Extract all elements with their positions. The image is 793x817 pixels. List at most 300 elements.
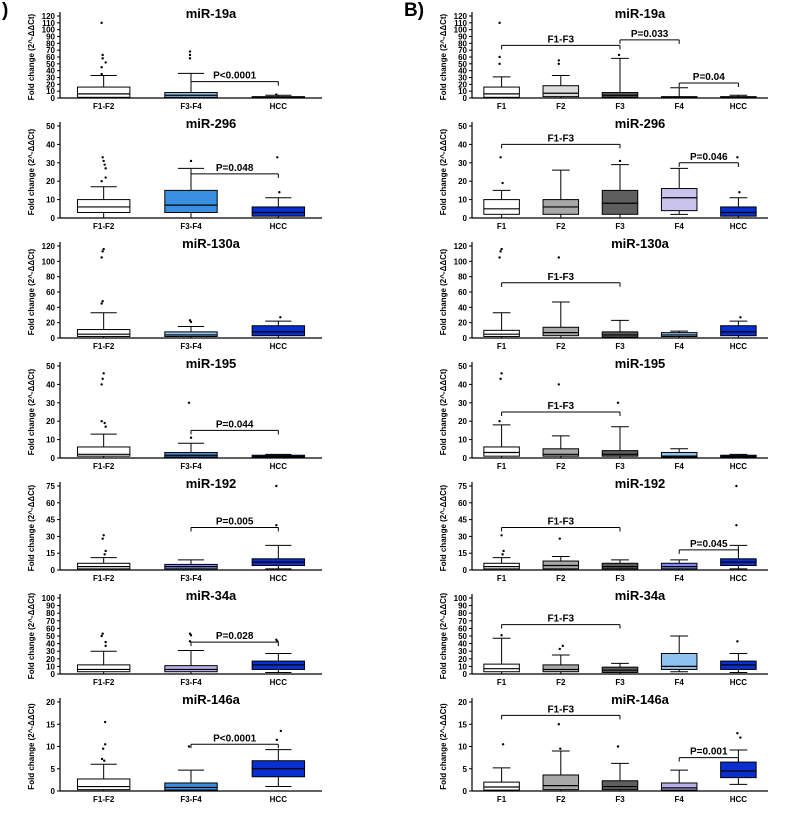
outlier-point — [498, 22, 500, 24]
category-label: F2 — [556, 678, 566, 687]
category-label: F1 — [496, 574, 507, 583]
outlier-point — [619, 160, 621, 162]
y-axis-label: Fold change (2^-ΔΔCt) — [27, 13, 36, 101]
significance-label: F1-F3 — [547, 271, 575, 283]
y-tick-label: 0 — [462, 670, 467, 679]
box-f1-f2 — [77, 330, 129, 337]
y-tick-label: 20 — [46, 318, 55, 328]
outlier-point — [101, 250, 103, 252]
significance-label: P=0.033 — [630, 28, 669, 40]
y-tick-label: 0 — [50, 670, 55, 679]
outlier-point — [735, 524, 737, 526]
y-tick-label: 30 — [458, 158, 467, 168]
category-label: HCC — [729, 342, 748, 351]
outlier-point — [558, 383, 560, 385]
chart-title: miR-192 — [614, 476, 666, 491]
outlier-point — [275, 524, 277, 526]
category-label: F1-F2 — [92, 462, 115, 471]
box-f1-f2 — [77, 87, 129, 97]
y-tick-label: 50 — [458, 122, 467, 131]
y-tick-label: 60 — [46, 498, 55, 508]
category-label: F2 — [556, 222, 566, 231]
y-tick-label: 120 — [453, 12, 467, 21]
outlier-point — [275, 485, 277, 487]
chart-11 — [439, 476, 768, 583]
chart-title: miR-146a — [182, 692, 240, 707]
chart-title: miR-34a — [614, 588, 666, 603]
y-axis-label: Fold change (2^-ΔΔCt) — [439, 13, 448, 101]
outlier-point — [562, 645, 564, 647]
outlier-point — [736, 640, 738, 642]
outlier-point — [190, 160, 192, 162]
outlier-point — [104, 641, 106, 643]
y-tick-label: 50 — [46, 632, 55, 641]
chart-title: miR-19a — [185, 6, 237, 21]
significance-label: P<0.0001 — [213, 733, 257, 745]
y-tick-label: 80 — [458, 272, 467, 282]
outlier-point — [104, 61, 106, 63]
outlier-point — [104, 550, 106, 552]
category-label: F4 — [674, 678, 684, 687]
outlier-point — [499, 156, 501, 158]
outlier-point — [501, 182, 503, 184]
box-f1-f2 — [77, 200, 129, 213]
significance-label: P=0.045 — [690, 538, 728, 550]
category-label: F2 — [556, 102, 566, 111]
outlier-point — [103, 760, 105, 762]
outlier-point — [558, 59, 560, 61]
box-f3-f4 — [165, 332, 217, 337]
category-label: F1 — [496, 462, 507, 471]
y-tick-label: 0 — [50, 334, 55, 343]
outlier-point — [104, 743, 106, 745]
category-label: F4 — [674, 462, 684, 471]
outlier-point — [102, 534, 104, 536]
outlier-point — [498, 56, 500, 58]
y-axis-label: Fold change (2^-ΔΔCt) — [27, 128, 36, 216]
box-hcc — [252, 326, 304, 336]
category-label: F3 — [615, 222, 625, 231]
y-tick-label: 40 — [46, 639, 55, 649]
significance-label: F1-F3 — [547, 516, 575, 528]
y-tick-label: 60 — [46, 288, 55, 297]
chart-title: miR-130a — [182, 236, 240, 251]
box-f1 — [484, 200, 520, 215]
y-tick-label: 100 — [453, 594, 467, 603]
outlier-point — [100, 302, 102, 304]
chart-title: miR-195 — [614, 356, 666, 371]
outlier-point — [189, 319, 191, 321]
box-hcc — [721, 326, 757, 336]
category-label: F2 — [556, 795, 566, 804]
category-label: HCC — [269, 678, 288, 687]
outlier-point — [104, 167, 106, 169]
outlier-point — [102, 372, 104, 374]
box-f2 — [543, 327, 579, 335]
outlier-point — [100, 635, 102, 637]
outlier-point — [558, 63, 560, 65]
y-tick-label: 20 — [46, 177, 55, 187]
chart-title: miR-130a — [611, 236, 669, 251]
y-tick-label: 10 — [46, 435, 55, 445]
outlier-point — [102, 160, 104, 162]
y-tick-label: 80 — [458, 609, 467, 619]
y-tick-label: 60 — [458, 498, 467, 508]
y-tick-label: 20 — [458, 80, 467, 90]
y-tick-label: 70 — [458, 46, 467, 56]
y-tick-label: 50 — [458, 59, 467, 69]
y-tick-label: 0 — [462, 454, 467, 463]
outlier-point — [275, 639, 277, 641]
y-tick-label: 20 — [46, 80, 55, 90]
y-tick-label: 40 — [46, 140, 55, 150]
category-label: F1 — [496, 222, 507, 231]
y-tick-label: 10 — [458, 87, 467, 97]
box-f4 — [661, 189, 697, 211]
outlier-point — [103, 422, 105, 424]
category-label: F4 — [674, 342, 684, 351]
category-label: F4 — [674, 222, 684, 231]
y-tick-label: 30 — [46, 532, 55, 542]
box-f1 — [484, 330, 520, 336]
y-tick-label: 100 — [41, 25, 55, 35]
y-tick-label: 15 — [46, 720, 55, 730]
category-label: HCC — [729, 574, 748, 583]
y-tick-label: 10 — [46, 742, 55, 752]
outlier-point — [498, 256, 500, 258]
outlier-point — [101, 378, 103, 380]
chart-3 — [27, 356, 322, 471]
y-tick-label: 30 — [458, 73, 467, 83]
y-tick-label: 80 — [46, 39, 55, 49]
y-tick-label: 20 — [46, 654, 55, 664]
significance-label: F1-F3 — [547, 133, 575, 145]
category-label: HCC — [269, 462, 288, 471]
y-tick-label: 50 — [458, 632, 467, 641]
outlier-point — [101, 758, 103, 760]
category-label: F3-F4 — [180, 222, 202, 231]
y-tick-label: 80 — [46, 272, 55, 282]
category-label: F1-F2 — [92, 222, 115, 231]
category-label: F3-F4 — [180, 574, 202, 583]
y-tick-label: 40 — [46, 380, 55, 390]
outlier-point — [101, 633, 103, 635]
y-tick-label: 60 — [46, 624, 55, 634]
category-label: F4 — [674, 102, 684, 111]
chart-5 — [27, 588, 322, 687]
y-tick-label: 30 — [46, 158, 55, 168]
y-tick-label: 20 — [46, 698, 55, 707]
y-tick-label: 50 — [46, 362, 55, 371]
outlier-point — [558, 256, 560, 258]
category-label: F3-F4 — [180, 462, 202, 471]
y-tick-label: 20 — [458, 698, 467, 707]
y-tick-label: 20 — [458, 654, 467, 664]
y-axis-label: Fold change (2^-ΔΔCt) — [439, 703, 448, 790]
box-f3 — [602, 781, 638, 790]
chart-title: miR-296 — [614, 116, 666, 131]
category-label: F2 — [556, 574, 566, 583]
outlier-point — [498, 420, 500, 422]
y-tick-label: 70 — [46, 616, 55, 626]
chart-title: miR-192 — [185, 476, 237, 491]
y-tick-label: 70 — [46, 46, 55, 56]
y-tick-label: 20 — [458, 318, 467, 328]
outlier-point — [500, 634, 502, 636]
outlier-point — [499, 378, 501, 380]
box-f3 — [602, 190, 638, 214]
outlier-point — [189, 54, 191, 56]
chart-10 — [439, 356, 768, 471]
category-label: F1 — [496, 795, 507, 804]
box-f3-f4 — [165, 666, 217, 672]
chart-4 — [27, 476, 322, 583]
outlier-point — [276, 156, 278, 158]
outlier-point — [188, 745, 190, 747]
chart-title: miR-195 — [185, 356, 237, 371]
y-tick-label: 40 — [46, 303, 55, 313]
outlier-point — [735, 485, 737, 487]
category-label: F1-F2 — [92, 342, 115, 351]
y-tick-label: 0 — [462, 787, 467, 796]
chart-title: miR-296 — [185, 116, 237, 131]
y-axis-label: Fold change (2^-ΔΔCt) — [27, 703, 36, 790]
y-axis-label: Fold change (2^-ΔΔCt) — [439, 484, 448, 572]
y-tick-label: 10 — [458, 195, 467, 205]
box-f3 — [602, 451, 638, 457]
outlier-point — [104, 176, 106, 178]
outlier-point — [558, 723, 560, 725]
outlier-point — [188, 402, 190, 404]
y-tick-label: 80 — [458, 39, 467, 49]
outlier-point — [500, 248, 502, 250]
panel-label-a: ) — [2, 0, 9, 21]
y-tick-label: 70 — [458, 616, 467, 626]
outlier-point — [500, 372, 502, 374]
y-tick-label: 30 — [458, 532, 467, 542]
y-tick-label: 40 — [458, 66, 467, 76]
box-f1-f2 — [77, 779, 129, 790]
outlier-point — [189, 633, 191, 635]
y-tick-label: 30 — [46, 73, 55, 83]
y-tick-label: 90 — [458, 601, 467, 611]
chart-title: miR-146a — [611, 692, 669, 707]
y-tick-label: 45 — [46, 515, 55, 525]
significance-label: P=0.044 — [215, 419, 254, 431]
y-tick-label: 50 — [458, 362, 467, 371]
significance-label: F1-F3 — [547, 401, 575, 412]
category-label: HCC — [729, 102, 748, 111]
outlier-point — [617, 402, 619, 404]
y-tick-label: 0 — [462, 566, 467, 575]
box-hcc — [252, 207, 304, 216]
y-tick-label: 100 — [453, 257, 467, 267]
category-label: HCC — [269, 342, 288, 351]
y-axis-label: Fold change (2^-ΔΔCt) — [439, 248, 448, 336]
y-axis-label: Fold change (2^-ΔΔCt) — [27, 592, 36, 680]
significance-label: P=0.04 — [692, 71, 725, 83]
outlier-point — [559, 748, 561, 750]
category-label: F3-F4 — [180, 102, 202, 111]
y-tick-label: 60 — [458, 288, 467, 297]
y-tick-label: 50 — [46, 122, 55, 131]
box-f2 — [543, 665, 579, 672]
y-tick-label: 120 — [41, 242, 55, 251]
chart-title: miR-19a — [614, 6, 666, 21]
y-tick-label: 40 — [458, 639, 467, 649]
box-f1-f2 — [77, 665, 129, 672]
category-label: F1-F2 — [92, 102, 115, 111]
outlier-point — [189, 50, 191, 52]
significance-label: P=0.048 — [215, 162, 254, 174]
outlier-point — [100, 180, 102, 182]
y-tick-label: 15 — [458, 549, 467, 559]
y-axis-label: Fold change (2^-ΔΔCt) — [439, 368, 448, 456]
outlier-point — [101, 54, 103, 56]
chart-13 — [439, 692, 768, 804]
y-axis-label: Fold change (2^-ΔΔCt) — [439, 592, 448, 680]
box-f1 — [484, 664, 520, 672]
y-tick-label: 0 — [50, 214, 55, 223]
y-tick-label: 30 — [458, 398, 467, 408]
outlier-point — [499, 250, 501, 252]
y-tick-label: 0 — [462, 214, 467, 223]
outlier-point — [100, 73, 102, 75]
y-tick-label: 120 — [41, 12, 55, 21]
outlier-point — [100, 22, 102, 24]
outlier-point — [618, 54, 620, 56]
outlier-point — [500, 534, 502, 536]
box-f4 — [661, 783, 697, 790]
y-tick-label: 10 — [458, 742, 467, 752]
outlier-point — [101, 57, 103, 59]
y-tick-label: 110 — [42, 18, 55, 28]
outlier-point — [279, 316, 281, 318]
y-tick-label: 40 — [46, 66, 55, 76]
outlier-point — [190, 437, 192, 439]
panel-label-b: B) — [404, 0, 425, 21]
significance-label: P<0.0001 — [213, 70, 257, 82]
box-f3-f4 — [165, 783, 217, 790]
category-label: HCC — [269, 222, 288, 231]
y-tick-label: 30 — [458, 647, 467, 657]
outlier-point — [101, 156, 103, 158]
y-tick-label: 10 — [458, 662, 467, 672]
chart-12 — [439, 588, 768, 687]
y-axis-label: Fold change (2^-ΔΔCt) — [27, 484, 36, 572]
significance-label: F1-F3 — [547, 34, 575, 46]
outlier-point — [100, 420, 102, 422]
box-f2 — [543, 449, 579, 456]
y-tick-label: 40 — [458, 303, 467, 313]
category-label: F3-F4 — [180, 678, 202, 687]
outlier-point — [101, 300, 103, 302]
y-tick-label: 0 — [50, 94, 55, 103]
category-label: F4 — [674, 574, 684, 583]
y-tick-label: 40 — [458, 380, 467, 390]
box-f1 — [484, 782, 520, 790]
category-label: F2 — [556, 342, 566, 351]
chart-0 — [27, 6, 322, 111]
y-tick-label: 100 — [41, 594, 55, 603]
category-label: F2 — [556, 462, 566, 471]
outlier-point — [102, 248, 104, 250]
significance-label: F1-F3 — [547, 704, 575, 716]
category-label: F3 — [615, 102, 625, 111]
category-label: F3 — [615, 462, 625, 471]
category-label: F3 — [615, 795, 625, 804]
outlier-point — [100, 256, 102, 258]
box-hcc — [721, 762, 757, 778]
y-tick-label: 30 — [46, 398, 55, 408]
chart-9 — [439, 236, 768, 351]
y-tick-label: 0 — [50, 787, 55, 796]
outlier-point — [498, 63, 500, 65]
y-tick-label: 75 — [46, 482, 55, 491]
category-label: HCC — [729, 795, 748, 804]
box-f1 — [484, 87, 520, 97]
y-tick-label: 0 — [50, 566, 55, 575]
outlier-point — [104, 645, 106, 647]
outlier-point — [502, 550, 504, 552]
category-label: F3-F4 — [180, 795, 202, 804]
outlier-point — [278, 191, 280, 193]
category-label: HCC — [269, 574, 288, 583]
category-label: F3 — [615, 678, 625, 687]
y-tick-label: 0 — [50, 454, 55, 463]
outlier-point — [736, 732, 738, 734]
category-label: F1-F2 — [92, 574, 115, 583]
box-f2 — [543, 775, 579, 790]
box-f3-f4 — [165, 190, 217, 212]
y-tick-label: 90 — [458, 32, 467, 42]
category-label: HCC — [729, 462, 748, 471]
y-tick-label: 5 — [462, 764, 467, 774]
box-hcc — [721, 207, 757, 216]
y-tick-label: 30 — [46, 647, 55, 657]
y-tick-label: 10 — [46, 87, 55, 97]
box-f1 — [484, 447, 520, 456]
y-tick-label: 100 — [41, 257, 55, 267]
category-label: F1 — [496, 678, 507, 687]
y-tick-label: 20 — [458, 177, 467, 187]
category-label: HCC — [269, 102, 288, 111]
outlier-point — [738, 191, 740, 193]
y-tick-label: 100 — [453, 25, 467, 35]
y-tick-label: 10 — [46, 662, 55, 672]
outlier-point — [102, 748, 104, 750]
y-axis-label: Fold change (2^-ΔΔCt) — [27, 368, 36, 456]
box-f4 — [661, 653, 697, 669]
y-tick-label: 60 — [458, 624, 467, 634]
chart-2 — [27, 236, 322, 351]
outlier-point — [104, 426, 106, 428]
significance-label: P=0.028 — [215, 631, 254, 643]
y-tick-label: 120 — [453, 242, 467, 251]
significance-label: F1-F3 — [547, 613, 575, 625]
y-tick-label: 10 — [46, 195, 55, 205]
y-tick-label: 90 — [46, 32, 55, 42]
category-label: F1 — [496, 342, 507, 351]
y-tick-label: 15 — [458, 720, 467, 730]
category-label: HCC — [729, 678, 748, 687]
category-label: HCC — [729, 222, 748, 231]
outlier-point — [100, 66, 102, 68]
outlier-point — [736, 156, 738, 158]
y-tick-label: 110 — [454, 18, 467, 28]
outlier-point — [559, 648, 561, 650]
outlier-point — [739, 316, 741, 318]
